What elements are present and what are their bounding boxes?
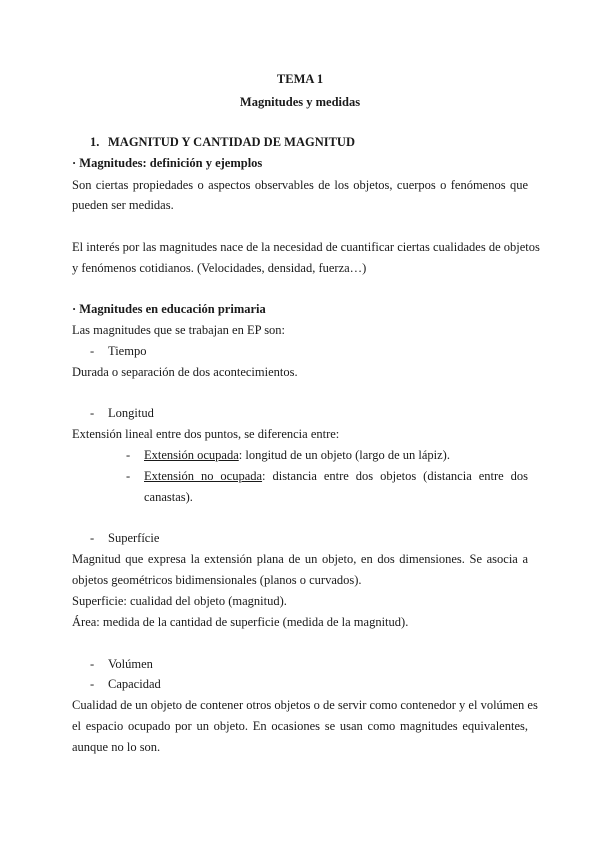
document-subtitle: Magnitudes y medidas (239, 95, 361, 109)
ocupada-term: Extensión ocupada (144, 448, 239, 462)
capacidad-paragraph-line: Cualidad de un objeto de contener otros objetos o de servir como contenedor y el volúmen es (72, 698, 538, 712)
longitud-subitem-no-ocupada (144, 470, 528, 483)
no-ocupada-term: Extensión no ocupada (144, 469, 263, 483)
interest-paragraph-line: El interés por las magnitudes nace de la necesidad de cuantificar ciertas cualidades de objetos (72, 240, 540, 254)
tiempo-description: Durada o separación de dos acontecimientos. (72, 365, 298, 379)
section-heading: MAGNITUD Y CANTIDAD DE MAGNITUD (108, 135, 355, 149)
capacidad-paragraph-line: el espacio ocupado por un objeto. En ocasiones se usan como magnitudes equivalentes, (72, 719, 528, 733)
capacidad-paragraph-line: aunque no lo son. (72, 740, 161, 754)
sub-bullet-dash: - (126, 469, 131, 483)
longitud-description: Extensión lineal entre dos puntos, se diferencia entre: (72, 427, 340, 441)
definition-paragraph-line: Son ciertas propiedades o aspectos observables de los objetos, cuerpos o fenómenos que (72, 178, 528, 192)
ocupada-rest: : longitud de un objeto (largo de un lápiz). (238, 448, 450, 462)
primaria-heading: · Magnitudes en educación primaria (72, 302, 266, 316)
bullet-dash: - (90, 657, 95, 671)
superficie-paragraph-line: Magnitud que expresa la extensión plana de un objeto, en dos dimensiones. Se asocia a (72, 552, 528, 566)
area-definition: Área: medida de la cantidad de superficie (medida de la magnitud). (72, 615, 409, 629)
superficie-definition: Superficie: cualidad del objeto (magnitud). (72, 594, 287, 608)
bullet-dash: - (90, 344, 95, 358)
capacidad-label: Capacidad (108, 677, 161, 691)
volumen-label: Volúmen (108, 657, 153, 671)
document-page (72, 0, 540, 848)
definition-heading: · Magnitudes: definición y ejemplos (72, 156, 263, 170)
interest-paragraph-line: y fenómenos cotidianos. (Velocidades, densidad, fuerza…) (72, 261, 367, 275)
bullet-dash: - (90, 406, 95, 420)
tiempo-label: Tiempo (108, 344, 147, 358)
bullet-dash: - (90, 531, 95, 545)
definition-paragraph-line: pueden ser medidas. (72, 198, 174, 212)
sub-bullet-dash: - (126, 448, 131, 462)
longitud-subitem-ocupada (144, 449, 450, 462)
section-number: 1. (90, 135, 100, 149)
no-ocupada-continuation: canastas). (144, 490, 193, 504)
longitud-label: Longitud (108, 406, 154, 420)
document-title: TEMA 1 (276, 72, 324, 86)
bullet-dash: - (90, 677, 95, 691)
primaria-intro: Las magnitudes que se trabajan en EP son: (72, 323, 286, 337)
superficie-paragraph-line: objetos geométricos bidimensionales (planos o curvados). (72, 573, 362, 587)
no-ocupada-rest: : distancia entre dos objetos (distancia entre dos (262, 469, 528, 483)
superficie-label: Superfície (108, 531, 160, 545)
